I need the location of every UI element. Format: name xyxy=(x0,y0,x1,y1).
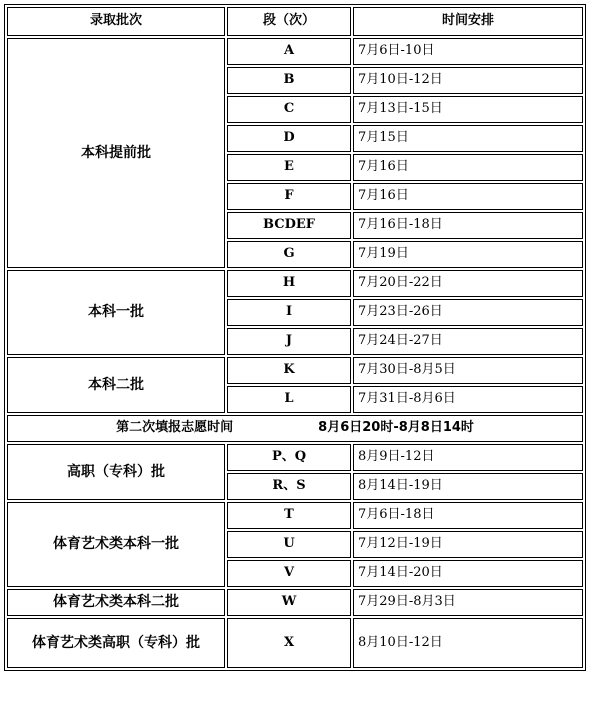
segment-cell: B xyxy=(227,67,351,94)
time-cell: 7月20日-22日 xyxy=(353,270,583,297)
segment-cell: W xyxy=(227,589,351,616)
segment-cell: J xyxy=(227,328,351,355)
batch-cell: 本科一批 xyxy=(7,270,225,355)
segment-cell: H xyxy=(227,270,351,297)
time-cell: 7月6日-10日 xyxy=(353,38,583,65)
batch-cell: 体育艺术类本科二批 xyxy=(7,589,225,616)
time-cell: 7月15日 xyxy=(353,125,583,152)
table-row xyxy=(7,444,583,471)
time-cell: 7月13日-15日 xyxy=(353,96,583,123)
table-row xyxy=(7,589,583,616)
segment-cell: D xyxy=(227,125,351,152)
table-row xyxy=(7,618,583,668)
header-segment: 段（次） xyxy=(227,7,351,36)
second-fill-label: 第二次填报志愿时间 xyxy=(116,420,234,436)
time-cell: 7月29日-8月3日 xyxy=(353,589,583,616)
time-cell: 8月14日-19日 xyxy=(353,473,583,500)
batch-cell: 体育艺术类高职（专科）批 xyxy=(7,618,225,668)
header-schedule: 时间安排 xyxy=(353,7,583,36)
table-body-1 xyxy=(7,38,583,668)
segment-cell: I xyxy=(227,299,351,326)
admission-schedule-table xyxy=(4,4,586,671)
segment-cell: R、S xyxy=(227,473,351,500)
batch-cell: 本科提前批 xyxy=(7,38,225,268)
table-row xyxy=(7,357,583,384)
segment-cell: BCDEF xyxy=(227,212,351,239)
segment-cell: V xyxy=(227,560,351,587)
table-row xyxy=(7,502,583,529)
second-fill-cell xyxy=(7,415,583,442)
time-cell: 7月19日 xyxy=(353,241,583,268)
time-cell: 7月16日-18日 xyxy=(353,212,583,239)
header-batch: 录取批次 xyxy=(7,7,225,36)
time-cell: 7月6日-18日 xyxy=(353,502,583,529)
time-cell: 7月10日-12日 xyxy=(353,67,583,94)
segment-cell: A xyxy=(227,38,351,65)
segment-cell: X xyxy=(227,618,351,668)
segment-cell: L xyxy=(227,386,351,413)
time-cell: 7月16日 xyxy=(353,183,583,210)
batch-cell: 本科二批 xyxy=(7,357,225,413)
segment-cell: C xyxy=(227,96,351,123)
time-cell: 7月16日 xyxy=(353,154,583,181)
segment-cell: E xyxy=(227,154,351,181)
time-cell: 7月30日-8月5日 xyxy=(353,357,583,384)
second-fill-time: 8月6日20时-8月8日14时 xyxy=(318,420,474,436)
segment-cell: F xyxy=(227,183,351,210)
table-row xyxy=(7,38,583,65)
time-cell: 7月24日-27日 xyxy=(353,328,583,355)
time-cell: 8月10日-12日 xyxy=(353,618,583,668)
header-row xyxy=(7,7,583,36)
segment-cell: P、Q xyxy=(227,444,351,471)
segment-cell: T xyxy=(227,502,351,529)
batch-cell: 高职（专科）批 xyxy=(7,444,225,500)
segment-cell: G xyxy=(227,241,351,268)
batch-cell: 体育艺术类本科一批 xyxy=(7,502,225,587)
second-fill-row xyxy=(7,415,583,442)
time-cell: 7月14日-20日 xyxy=(353,560,583,587)
time-cell: 7月23日-26日 xyxy=(353,299,583,326)
segment-cell: K xyxy=(227,357,351,384)
time-cell: 8月9日-12日 xyxy=(353,444,583,471)
time-cell: 7月12日-19日 xyxy=(353,531,583,558)
table-row xyxy=(7,270,583,297)
segment-cell: U xyxy=(227,531,351,558)
time-cell: 7月31日-8月6日 xyxy=(353,386,583,413)
